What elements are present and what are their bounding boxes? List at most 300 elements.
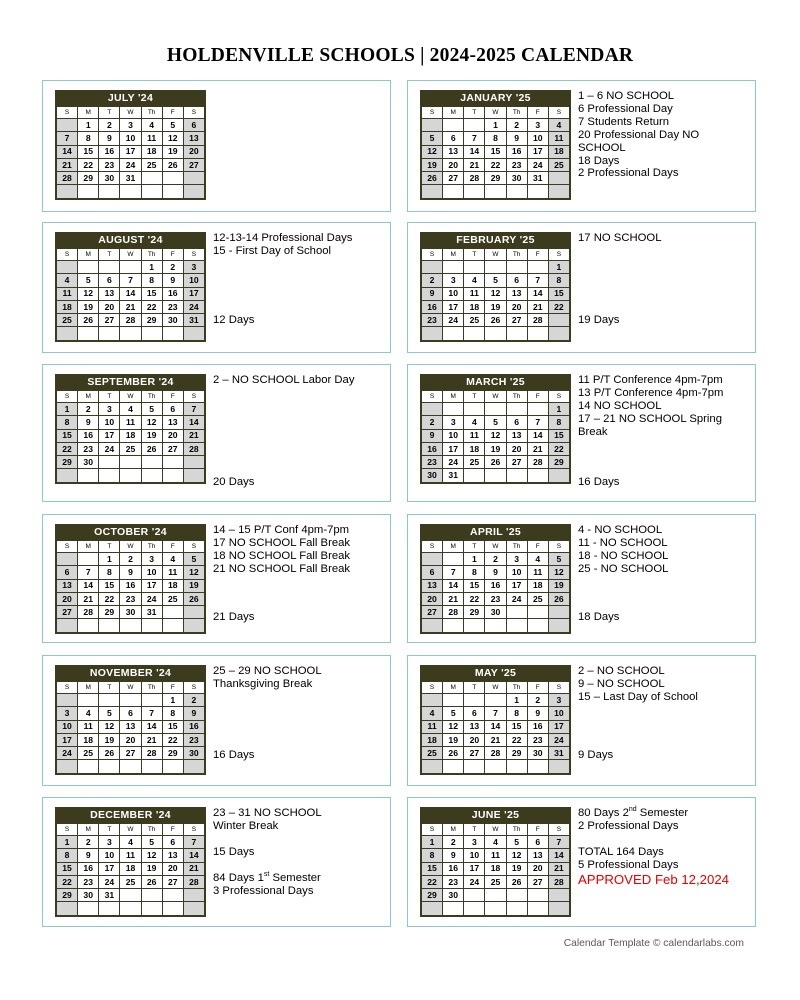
- day-cell: 17: [464, 862, 485, 875]
- mini-calendar: [420, 90, 571, 200]
- day-cell: 15: [422, 862, 443, 875]
- mini-calendar: [420, 374, 571, 484]
- day-cell: [99, 469, 120, 482]
- weekday-header-row: [57, 541, 205, 553]
- week-row: [422, 566, 570, 579]
- day-cell: 31: [99, 889, 120, 902]
- calendar-table: [421, 823, 570, 916]
- weekday-header: T: [464, 824, 485, 836]
- footer-credit: Calendar Template © calendarlabs.com: [563, 938, 744, 949]
- day-cell: 22: [506, 733, 527, 746]
- day-cell: 4: [120, 403, 141, 416]
- day-cell: [506, 606, 527, 619]
- approval-note: APPROVED Feb 12,2024: [578, 871, 730, 887]
- day-cell: [422, 119, 443, 132]
- day-cell: [548, 760, 569, 773]
- weekday-header: S: [183, 541, 204, 553]
- day-cell: 11: [162, 566, 183, 579]
- day-cell: [485, 469, 506, 482]
- day-cell: [162, 327, 183, 340]
- day-cell: 11: [464, 429, 485, 442]
- day-cell: [183, 902, 204, 915]
- week-row: [422, 314, 570, 327]
- day-cell: 20: [57, 592, 78, 605]
- day-cell: [506, 760, 527, 773]
- day-cell: 20: [183, 145, 204, 158]
- day-cell: 4: [464, 416, 485, 429]
- week-row: [422, 902, 570, 915]
- day-cell: 14: [57, 145, 78, 158]
- day-cell: [120, 327, 141, 340]
- day-cell: [464, 694, 485, 707]
- mini-calendar: [55, 374, 206, 484]
- day-cell: 14: [485, 720, 506, 733]
- day-cell: 6: [57, 566, 78, 579]
- day-cell: 22: [464, 592, 485, 605]
- day-cell: 7: [141, 707, 162, 720]
- week-row: [57, 760, 205, 773]
- week-row: [422, 694, 570, 707]
- weekday-header-row: [422, 391, 570, 403]
- month-panel-september: [42, 364, 391, 502]
- day-cell: 12: [141, 849, 162, 862]
- note-line: Winter Break: [213, 819, 279, 832]
- weekday-header: S: [57, 249, 78, 261]
- day-cell: 30: [506, 172, 527, 185]
- day-cell: 27: [422, 606, 443, 619]
- day-cell: 29: [464, 606, 485, 619]
- total-days: TOTAL 164 Days: [578, 845, 664, 858]
- school-days-count: 15 Days: [213, 845, 255, 858]
- weekday-header: S: [548, 541, 569, 553]
- day-cell: [506, 327, 527, 340]
- day-cell: 26: [78, 314, 99, 327]
- weekday-header: Th: [506, 107, 527, 119]
- day-cell: 5: [485, 274, 506, 287]
- day-cell: 16: [443, 862, 464, 875]
- day-cell: 2: [506, 119, 527, 132]
- semester-total-text: 80 Days 2: [578, 807, 629, 819]
- day-cell: 3: [141, 553, 162, 566]
- day-cell: 29: [78, 172, 99, 185]
- day-cell: [527, 606, 548, 619]
- day-cell: 20: [506, 300, 527, 313]
- day-cell: 24: [120, 158, 141, 171]
- week-row: [422, 261, 570, 274]
- day-cell: 13: [57, 579, 78, 592]
- day-cell: [183, 172, 204, 185]
- day-cell: 1: [422, 836, 443, 849]
- day-cell: 20: [443, 158, 464, 171]
- day-cell: 19: [506, 862, 527, 875]
- weekday-header-row: [422, 107, 570, 119]
- day-cell: [162, 469, 183, 482]
- day-cell: 10: [120, 132, 141, 145]
- day-cell: 28: [120, 314, 141, 327]
- month-title: SEPTEMBER '24: [56, 375, 205, 390]
- day-cell: 23: [527, 733, 548, 746]
- weekday-header: M: [78, 249, 99, 261]
- day-cell: 25: [141, 158, 162, 171]
- mini-calendar: [55, 90, 206, 200]
- note-line: 2 – NO SCHOOL Labor Day: [213, 374, 355, 386]
- day-cell: [548, 469, 569, 482]
- note-line: 17 NO SCHOOL Fall Break: [213, 536, 351, 549]
- day-cell: 3: [183, 261, 204, 274]
- day-cell: 22: [57, 875, 78, 888]
- mini-calendar: [420, 665, 571, 775]
- day-cell: 16: [422, 442, 443, 455]
- day-cell: 20: [162, 862, 183, 875]
- week-row: [57, 592, 205, 605]
- day-cell: [183, 760, 204, 773]
- weekday-header: S: [57, 541, 78, 553]
- weekday-header: F: [162, 541, 183, 553]
- day-cell: 2: [78, 403, 99, 416]
- day-cell: 26: [443, 747, 464, 760]
- month-panel-december: [42, 797, 391, 927]
- week-row: [57, 456, 205, 469]
- day-cell: 21: [57, 158, 78, 171]
- day-cell: 16: [422, 300, 443, 313]
- day-cell: [422, 694, 443, 707]
- day-cell: 4: [78, 707, 99, 720]
- week-row: [57, 287, 205, 300]
- day-cell: 1: [548, 403, 569, 416]
- day-cell: 15: [548, 287, 569, 300]
- month-panel-july: [42, 80, 391, 212]
- month-notes: [213, 374, 385, 387]
- day-cell: [506, 185, 527, 198]
- month-notes: [213, 524, 385, 576]
- day-cell: [162, 456, 183, 469]
- day-cell: 17: [548, 720, 569, 733]
- note-line: 1 – 6 NO SCHOOL: [578, 90, 675, 102]
- semester-label: Semester: [636, 807, 689, 819]
- school-days-count: [213, 476, 385, 489]
- weekday-header: Th: [506, 824, 527, 836]
- day-cell: 19: [99, 733, 120, 746]
- month-panel-august: [42, 222, 391, 353]
- day-cell: 12: [78, 287, 99, 300]
- day-cell: 26: [485, 456, 506, 469]
- day-cell: 3: [57, 707, 78, 720]
- day-cell: 4: [422, 707, 443, 720]
- week-row: [422, 553, 570, 566]
- day-cell: 2: [485, 553, 506, 566]
- day-cell: [548, 619, 569, 632]
- day-cell: 7: [120, 274, 141, 287]
- day-cell: 25: [57, 314, 78, 327]
- day-cell: 19: [485, 300, 506, 313]
- weekday-header: S: [548, 107, 569, 119]
- month-notes: [578, 90, 738, 180]
- day-cell: 23: [99, 158, 120, 171]
- day-cell: 15: [78, 145, 99, 158]
- day-cell: 26: [485, 314, 506, 327]
- school-days-count: [578, 476, 750, 489]
- day-cell: 13: [506, 287, 527, 300]
- day-cell: 18: [141, 145, 162, 158]
- school-days-count: [578, 749, 750, 762]
- day-cell: 1: [78, 119, 99, 132]
- day-cell: 12: [141, 416, 162, 429]
- day-cell: 28: [527, 314, 548, 327]
- weekday-header-row: [422, 541, 570, 553]
- day-cell: 4: [120, 836, 141, 849]
- day-cell: 22: [485, 158, 506, 171]
- day-cell: 6: [183, 119, 204, 132]
- day-cell: 29: [141, 314, 162, 327]
- day-cell: [464, 889, 485, 902]
- day-cell: [548, 902, 569, 915]
- weekday-header: S: [183, 249, 204, 261]
- weekday-header-row: [57, 391, 205, 403]
- week-row: [57, 442, 205, 455]
- day-cell: 22: [548, 300, 569, 313]
- day-cell: [183, 889, 204, 902]
- day-cell: 18: [120, 862, 141, 875]
- weekday-header: F: [527, 824, 548, 836]
- day-cell: 27: [183, 158, 204, 171]
- day-cell: 11: [422, 720, 443, 733]
- day-cell: [99, 694, 120, 707]
- day-cell: [57, 327, 78, 340]
- day-cell: 24: [443, 456, 464, 469]
- weekday-header: W: [485, 682, 506, 694]
- day-cell: 26: [422, 172, 443, 185]
- day-cell: 25: [162, 592, 183, 605]
- day-cell: 30: [99, 172, 120, 185]
- note-line: 13 P/T Conference 4pm-7pm: [578, 386, 724, 399]
- day-cell: [120, 456, 141, 469]
- week-row: [57, 172, 205, 185]
- day-cell: 28: [183, 442, 204, 455]
- day-cell: [99, 760, 120, 773]
- day-cell: [120, 469, 141, 482]
- day-cell: 28: [464, 172, 485, 185]
- day-cell: 20: [527, 862, 548, 875]
- day-cell: [57, 469, 78, 482]
- day-cell: 23: [485, 592, 506, 605]
- school-days-count: [213, 749, 385, 762]
- weekday-header: T: [464, 391, 485, 403]
- mini-calendar: [55, 807, 206, 917]
- day-cell: 9: [162, 274, 183, 287]
- day-cell: 19: [422, 158, 443, 171]
- weekday-header: W: [120, 824, 141, 836]
- day-cell: 2: [527, 694, 548, 707]
- day-cell: 12: [443, 720, 464, 733]
- calendar-table: [56, 248, 205, 341]
- day-cell: 3: [99, 403, 120, 416]
- week-row: [57, 145, 205, 158]
- week-row: [57, 747, 205, 760]
- week-row: [57, 300, 205, 313]
- weekday-header: M: [443, 107, 464, 119]
- weekday-header: S: [57, 824, 78, 836]
- day-cell: 21: [548, 862, 569, 875]
- professional-days: 3 Professional Days: [213, 884, 314, 897]
- day-cell: 9: [183, 707, 204, 720]
- day-cell: [422, 185, 443, 198]
- day-cell: [162, 619, 183, 632]
- day-cell: 3: [120, 119, 141, 132]
- day-cell: [464, 261, 485, 274]
- day-cell: 5: [183, 553, 204, 566]
- calendar-table: [421, 106, 570, 199]
- day-cell: 24: [506, 592, 527, 605]
- day-cell: 24: [464, 875, 485, 888]
- day-cell: 28: [141, 747, 162, 760]
- day-cell: 3: [527, 119, 548, 132]
- day-cell: 23: [506, 158, 527, 171]
- day-cell: 5: [99, 707, 120, 720]
- weekday-header: F: [527, 541, 548, 553]
- semester-total: [213, 872, 385, 885]
- day-cell: 30: [120, 606, 141, 619]
- note-line: 21 NO SCHOOL Fall Break: [213, 562, 351, 575]
- week-row: [57, 849, 205, 862]
- day-cell: 10: [57, 720, 78, 733]
- day-cell: 16: [78, 862, 99, 875]
- day-cell: 17: [443, 442, 464, 455]
- day-cell: 16: [120, 579, 141, 592]
- day-cell: 4: [485, 836, 506, 849]
- week-row: [422, 619, 570, 632]
- week-row: [422, 862, 570, 875]
- day-cell: 13: [162, 416, 183, 429]
- semester-total: [578, 807, 750, 820]
- note-line: 23 – 31 NO SCHOOL: [213, 807, 322, 819]
- day-cell: 28: [57, 172, 78, 185]
- month-notes: [578, 232, 750, 245]
- month-panel-november: [42, 655, 391, 786]
- day-cell: 4: [527, 553, 548, 566]
- note-line: 9 – NO SCHOOL: [578, 677, 665, 690]
- note-line: 11 P/T Conference 4pm-7pm: [578, 374, 723, 386]
- weekday-header: W: [120, 541, 141, 553]
- day-cell: 30: [162, 314, 183, 327]
- day-cell: 27: [162, 442, 183, 455]
- day-cell: 28: [548, 875, 569, 888]
- weekday-header: W: [120, 391, 141, 403]
- weekday-header: Th: [141, 249, 162, 261]
- day-cell: 3: [506, 553, 527, 566]
- day-cell: 18: [422, 733, 443, 746]
- week-row: [422, 119, 570, 132]
- day-cell: 9: [506, 132, 527, 145]
- weekday-header: T: [99, 107, 120, 119]
- day-cell: [527, 403, 548, 416]
- day-cell: 1: [57, 836, 78, 849]
- day-cell: [443, 760, 464, 773]
- weekday-header: S: [183, 824, 204, 836]
- day-cell: 11: [548, 132, 569, 145]
- day-cell: 14: [527, 287, 548, 300]
- day-cell: 1: [485, 119, 506, 132]
- week-row: [422, 849, 570, 862]
- week-row: [57, 261, 205, 274]
- day-cell: 21: [527, 300, 548, 313]
- day-cell: 12: [548, 566, 569, 579]
- day-cell: [548, 327, 569, 340]
- day-cell: 29: [57, 889, 78, 902]
- week-row: [422, 300, 570, 313]
- day-cell: [527, 889, 548, 902]
- weekday-header: M: [78, 107, 99, 119]
- day-cell: [183, 185, 204, 198]
- day-cell: [99, 327, 120, 340]
- day-cell: 30: [443, 889, 464, 902]
- day-cell: [506, 261, 527, 274]
- day-cell: 7: [548, 836, 569, 849]
- day-cell: 6: [443, 132, 464, 145]
- weekday-header: S: [57, 682, 78, 694]
- day-cell: 15: [485, 145, 506, 158]
- day-cell: 2: [78, 836, 99, 849]
- day-cell: 13: [527, 849, 548, 862]
- day-cell: 10: [527, 132, 548, 145]
- day-cell: 1: [506, 694, 527, 707]
- day-cell: 8: [464, 566, 485, 579]
- day-cell: 25: [120, 442, 141, 455]
- note-line: 15 – Last Day of School: [578, 690, 698, 703]
- day-cell: 27: [162, 875, 183, 888]
- month-title: JULY '24: [56, 91, 205, 106]
- weekday-header: Th: [506, 249, 527, 261]
- day-cell: 7: [527, 416, 548, 429]
- day-cell: 8: [485, 132, 506, 145]
- day-cell: 2: [422, 274, 443, 287]
- weekday-header-row: [57, 249, 205, 261]
- week-row: [422, 720, 570, 733]
- week-row: [57, 579, 205, 592]
- day-cell: 21: [141, 733, 162, 746]
- day-cell: 21: [183, 429, 204, 442]
- day-cell: 18: [162, 579, 183, 592]
- day-cell: 1: [464, 553, 485, 566]
- day-cell: 1: [99, 553, 120, 566]
- school-days-text: 16 Days: [213, 749, 255, 761]
- day-cell: [443, 119, 464, 132]
- day-cell: 20: [162, 429, 183, 442]
- note-line: 18 - NO SCHOOL: [578, 549, 669, 562]
- day-cell: 17: [120, 145, 141, 158]
- week-row: [57, 733, 205, 746]
- school-days-text: 9 Days: [578, 749, 614, 761]
- day-cell: 16: [527, 720, 548, 733]
- day-cell: [78, 902, 99, 915]
- day-cell: 25: [548, 158, 569, 171]
- weekday-header: Th: [141, 541, 162, 553]
- month-panel-october: [42, 514, 391, 643]
- weekday-header: S: [422, 107, 443, 119]
- day-cell: 28: [527, 456, 548, 469]
- day-cell: 29: [57, 456, 78, 469]
- day-cell: [162, 902, 183, 915]
- day-cell: 16: [183, 720, 204, 733]
- week-row: [57, 694, 205, 707]
- weekday-header: T: [99, 249, 120, 261]
- day-cell: 8: [57, 416, 78, 429]
- day-cell: 21: [183, 862, 204, 875]
- day-cell: 6: [506, 416, 527, 429]
- day-cell: 11: [141, 132, 162, 145]
- day-cell: 7: [485, 707, 506, 720]
- weekday-header: T: [99, 541, 120, 553]
- day-cell: 22: [99, 592, 120, 605]
